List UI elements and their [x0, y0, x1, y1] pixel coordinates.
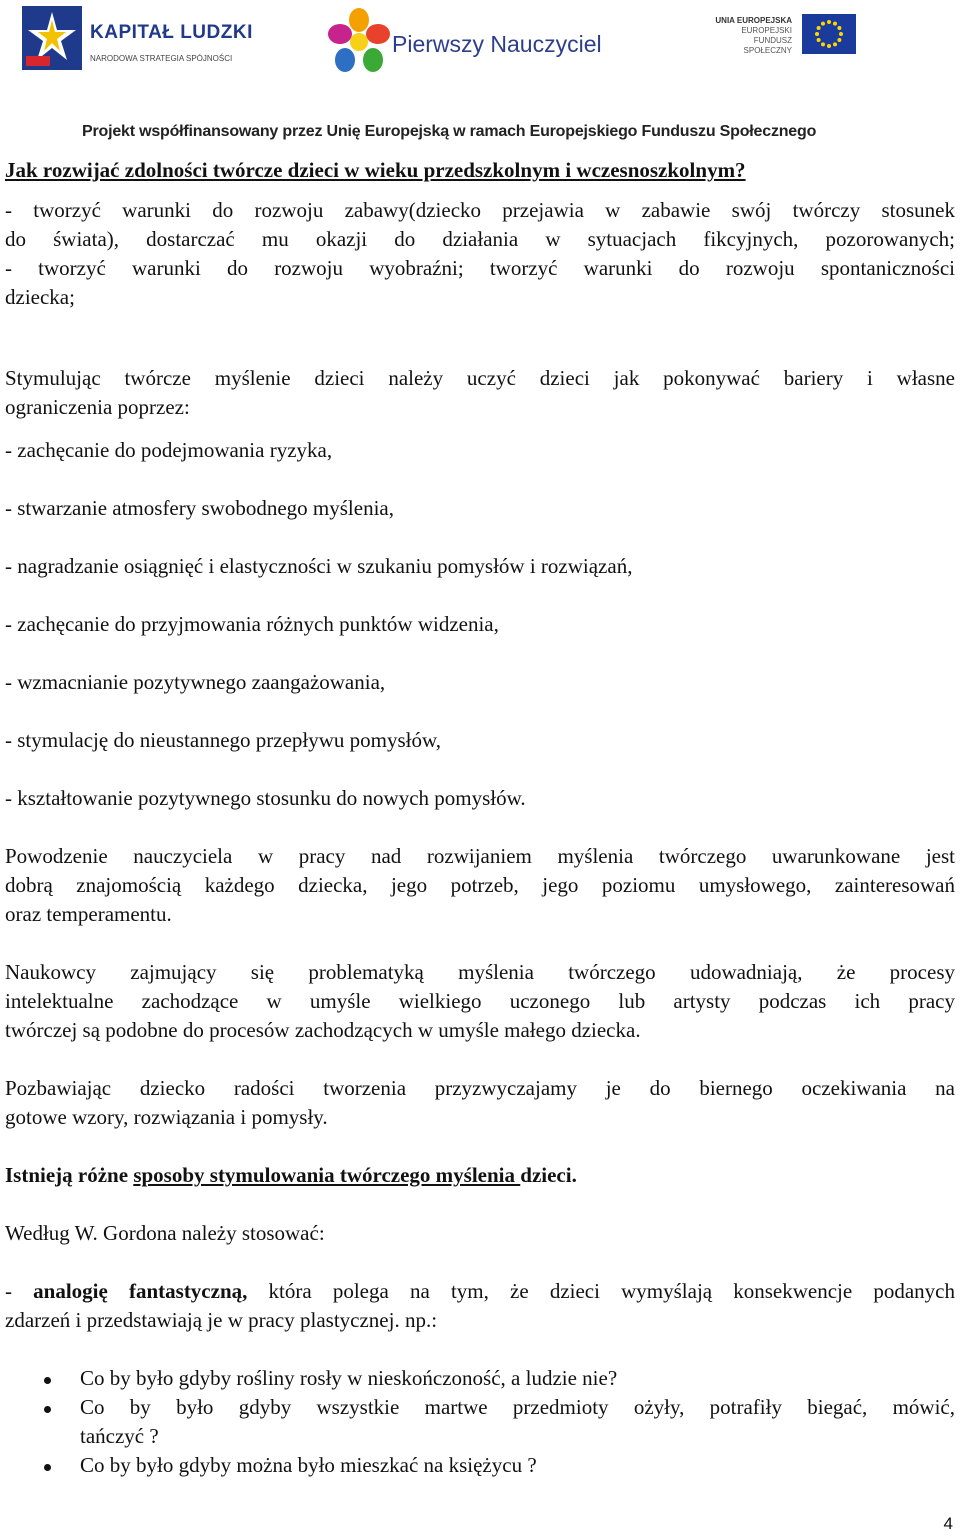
methods-heading: [5, 1161, 955, 1190]
cofinancing-statement: Projekt współfinansowany przez Unię Europejską w ramach Europejskiego Funduszu Społecznego: [82, 123, 817, 140]
stimulating-line: Stymulując twórcze myślenie dzieci należy uczyć dzieci jak pokonywać bariery i własne: [5, 366, 955, 390]
intro-line: - tworzyć warunki do rozwoju zabawy(dziecko przejawia w zabawie swój twórczy stosunek: [5, 198, 955, 222]
bullet-icon: [44, 1377, 51, 1384]
bullet-icon: [44, 1406, 51, 1413]
success-line: Powodzenie nauczyciela w pracy nad rozwijaniem myślenia twórczego uwarunkowane jest: [5, 844, 955, 868]
list-item: - zachęcanie do przyjmowania różnych punktów widzenia,: [5, 612, 499, 636]
eu-text: [708, 16, 792, 56]
success-line: dobrą znajomością każdego dziecka, jego potrzeb, jego poziomu umysłowego, zainteresowań: [5, 873, 955, 897]
analogy-paragraph: [5, 1277, 955, 1335]
eu-line-1: UNIA EUROPEJSKA: [715, 16, 792, 25]
question-item: [5, 1451, 955, 1480]
analogy-term: analogię fantastyczną,: [33, 1279, 248, 1303]
list-item: - stwarzanie atmosfery swobodnego myślenia,: [5, 496, 394, 520]
list-item: - nagradzanie osiągnięć i elastyczności w szukaniu pomysłów i rozwiązań,: [5, 554, 633, 578]
stimulating-line: ograniczenia poprzez:: [5, 395, 190, 419]
document-body: [5, 156, 955, 1480]
stimulating-paragraph: [5, 364, 955, 422]
success-line: oraz temperamentu.: [5, 902, 172, 926]
analogy-description: która polega na tym, że dzieci wymyślają konsekwencje podanych: [247, 1279, 956, 1303]
kapital-ludzki-name: KAPITAŁ LUDZKI: [90, 22, 253, 43]
eu-line-2: EUROPEJSKI: [741, 26, 792, 35]
analogy-line: zdarzeń i przedstawiają je w pracy plastycznej. np.:: [5, 1308, 438, 1332]
pierwszy-nauczyciel-logo: [328, 8, 608, 80]
question-line: Co by było gdyby można było mieszkać na księżycu ?: [80, 1453, 537, 1477]
eu-flag-icon: [802, 14, 856, 54]
depriving-paragraph: [5, 1074, 955, 1132]
intro-line: dziecka;: [5, 285, 75, 309]
kapital-ludzki-subtitle: NARODOWA STRATEGIA SPÓJNOŚCI: [90, 54, 233, 63]
question-line: Co by było gdyby wszystkie martwe przedmioty ożyły, potrafiły biegać, mówić,: [80, 1395, 955, 1419]
scientists-paragraph: [5, 958, 955, 1045]
list-item: - zachęcanie do podejmowania ryzyka,: [5, 438, 333, 462]
list-item: - kształtowanie pozytywnego stosunku do nowych pomysłów.: [5, 786, 526, 810]
question-line: tańczyć ?: [80, 1424, 159, 1448]
methods-heading-suffix: dzieci.: [520, 1163, 577, 1187]
depriving-line: Pozbawiając dziecko radości tworzenia przyzwyczajamy je do biernego oczekiwania na: [5, 1076, 955, 1100]
methods-heading-underlined: sposoby stymulowania twórczego myślenia: [133, 1163, 521, 1187]
eu-line-3: FUNDUSZ SPOŁECZNY: [743, 36, 792, 55]
eu-logo: [708, 14, 858, 62]
stimulation-list: [5, 436, 955, 813]
question-item: [5, 1364, 955, 1393]
success-paragraph: [5, 842, 955, 929]
intro-line: - tworzyć warunki do rozwoju wyobraźni; tworzyć warunki do rozwoju spontaniczności: [5, 256, 955, 280]
kapital-ludzki-logo: [22, 6, 253, 72]
intro-line: do świata), dostarczać mu okazji do działania w sytuacjach fikcyjnych, pozorowanych;: [5, 227, 955, 251]
intro-paragraph: [5, 196, 955, 312]
list-item: - wzmacnianie pozytywnego zaangażowania,: [5, 670, 386, 694]
analogy-line: [5, 1277, 955, 1306]
scientists-line: Naukowcy zajmujący się problematyką myślenia twórczego udowadniają, że procesy: [5, 960, 955, 984]
scientists-line: twórczej są podobne do procesów zachodzących w umyśle małego dziecka.: [5, 1018, 641, 1042]
analogy-dash: -: [5, 1279, 34, 1303]
methods-heading-prefix: Istnieją różne: [5, 1163, 134, 1187]
document-header: [0, 0, 960, 145]
question-item: [5, 1393, 955, 1451]
pierwszy-nauczyciel-name: Pierwszy Nauczyciel: [392, 31, 602, 57]
document-title: Jak rozwijać zdolności twórcze dzieci w wieku przedszkolnym i wczesnoszkolnym?: [5, 158, 746, 182]
bullet-icon: [44, 1464, 51, 1471]
page-number: 4: [943, 1514, 953, 1533]
list-item: - stymulację do nieustannego przepływu pomysłów,: [5, 728, 442, 752]
gordon-line: Według W. Gordona należy stosować:: [5, 1221, 325, 1245]
scientists-line: intelektualne zachodzące w umyśle wielkiego uczonego lub artysty podczas ich pracy: [5, 989, 955, 1013]
depriving-line: gotowe wzory, rozwiązania i pomysły.: [5, 1105, 328, 1129]
flower-icon: [328, 8, 390, 78]
question-line: Co by było gdyby rośliny rosły w nieskończoność, a ludzie nie?: [80, 1366, 618, 1390]
kapital-ludzki-star-icon: [22, 6, 82, 70]
question-list: [5, 1364, 955, 1480]
